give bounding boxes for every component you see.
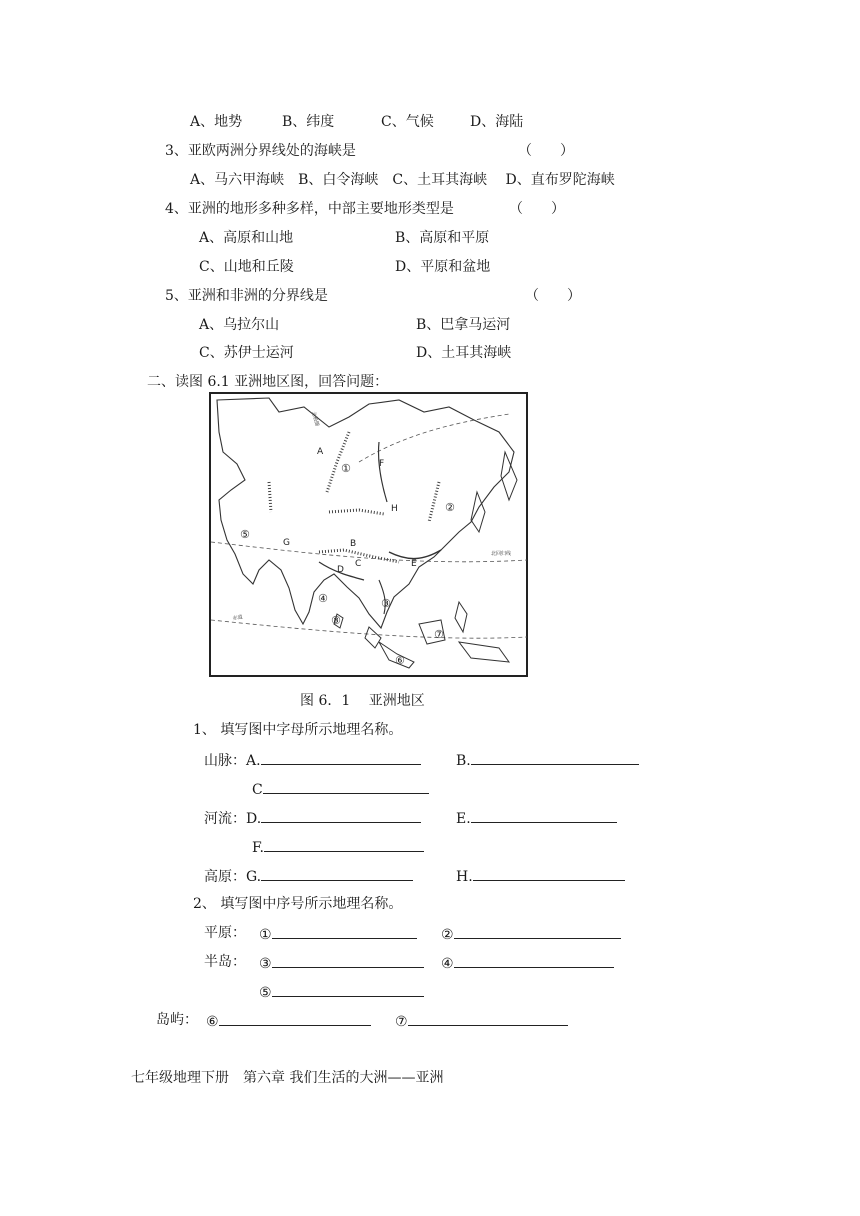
plateaus-h-row	[456, 866, 625, 886]
map-num-1: ①	[341, 462, 351, 475]
option-d: D、海陆	[470, 114, 524, 130]
question-3-stem: 3、亚欧两洲分界线处的海峡是	[165, 143, 356, 159]
blank-A[interactable]	[261, 750, 421, 765]
question-4-option-a: A、高原和山地	[199, 230, 294, 246]
plains-label: 平原：	[204, 925, 246, 941]
option-a: A、地势	[190, 114, 243, 130]
plains-2-label: ②	[441, 927, 454, 943]
peninsulas-label: 半岛：	[204, 954, 246, 970]
rivers-f-row	[252, 837, 424, 857]
plateaus-h-label: H.	[456, 869, 473, 885]
blank-E[interactable]	[471, 808, 617, 823]
question-4-option-d: D、平原和盆地	[395, 259, 491, 275]
question-3-options: A、马六甲海峡 B、白令海峡 C、土耳其海峡 D、直布罗陀海峡	[190, 172, 615, 188]
peninsula-3-row	[259, 953, 424, 973]
map-num-5: ⑤	[240, 528, 250, 541]
map-line-label-arctic: 北极圈	[310, 410, 320, 428]
peninsula-5-label: ⑤	[259, 985, 272, 1001]
map-label-H: H	[391, 504, 398, 514]
rivers-row	[204, 808, 421, 828]
blank-6[interactable]	[219, 1011, 371, 1026]
question-3-answer-bracket: （ ）	[518, 143, 574, 159]
map-frame	[210, 393, 527, 676]
peninsula-4-label: ④	[441, 956, 454, 972]
map-label-E: E	[411, 559, 417, 569]
fill-2-title: 2、 填写图中序号所示地理名称。	[193, 896, 403, 912]
map-num-7: ⑦	[434, 628, 444, 641]
island-6-label: ⑥	[206, 1014, 219, 1030]
plateaus-g-label: 高原：G.	[204, 869, 262, 885]
blank-5[interactable]	[272, 982, 424, 997]
map-num-8: ⑧	[331, 614, 341, 627]
section-2-title: 二、读图 6.1 亚洲地区图，回答问题：	[147, 374, 389, 390]
option-c: C、气候	[381, 114, 434, 130]
asia-map-figure	[209, 392, 528, 677]
island-7-row	[395, 1011, 568, 1031]
rivers-e-row	[456, 808, 617, 828]
blank-C[interactable]	[263, 779, 429, 794]
map-label-G: G	[283, 538, 290, 548]
question-5-answer-bracket: （ ）	[525, 288, 581, 304]
blank-4[interactable]	[454, 953, 614, 968]
map-label-C: C	[355, 559, 362, 569]
island-6-row	[206, 1011, 371, 1031]
blank-D[interactable]	[261, 808, 421, 823]
page-footer: 七年级地理下册 第六章 我们生活的大洲——亚洲	[131, 1070, 444, 1086]
mountains-c-row	[252, 779, 429, 799]
figure-caption: 图 6．1 亚洲地区	[300, 693, 425, 709]
island-7-label: ⑦	[395, 1014, 408, 1030]
question-4-stem: 4、亚洲的地形多种多样，中部主要地形类型是	[165, 201, 454, 217]
map-num-4: ④	[318, 592, 328, 605]
map-label-A: A	[317, 447, 324, 457]
question-5-option-d: D、土耳其海峡	[416, 345, 512, 361]
blank-1[interactable]	[272, 924, 417, 939]
blank-B[interactable]	[471, 750, 639, 765]
blank-7[interactable]	[408, 1011, 568, 1026]
map-label-D: D	[337, 565, 344, 575]
rivers-e-label: E.	[456, 811, 471, 827]
map-num-2: ②	[445, 501, 455, 514]
question-4-option-b: B、高原和平原	[395, 230, 490, 246]
question-5-option-c: C、苏伊士运河	[199, 345, 294, 361]
map-num-6: ⑥	[395, 654, 405, 667]
map-num-3: ③	[381, 597, 391, 610]
question-5-option-b: B、巴拿马运河	[416, 317, 511, 333]
map-line-label-tropic: 北回归线	[491, 551, 512, 557]
map-label-F: F	[379, 459, 385, 469]
mountains-c-label: C	[252, 782, 263, 798]
map-label-B: B	[350, 539, 357, 549]
islands-label: 岛屿：	[156, 1012, 198, 1028]
mountains-b-row	[456, 750, 639, 770]
rivers-d-label: 河流：D.	[204, 811, 262, 827]
mountains-b-label: B.	[456, 753, 471, 769]
question-5-option-a: A、乌拉尔山	[199, 317, 280, 333]
blank-2[interactable]	[454, 924, 621, 939]
plateaus-row	[204, 866, 413, 886]
plains-1-row	[259, 924, 417, 944]
option-b: B、纬度	[282, 114, 335, 130]
peninsula-3-label: ③	[259, 956, 272, 972]
blank-F[interactable]	[264, 837, 424, 852]
blank-H[interactable]	[473, 866, 625, 881]
question-4-option-c: C、山地和丘陵	[199, 259, 294, 275]
question-5-stem: 5、亚洲和非洲的分界线是	[165, 288, 328, 304]
rivers-f-label: F.	[252, 840, 264, 856]
mountains-a-label: 山脉：A.	[204, 753, 261, 769]
blank-G[interactable]	[261, 866, 413, 881]
plains-1-label: ①	[259, 927, 272, 943]
fill-1-title: 1、 填写图中字母所示地理名称。	[193, 722, 403, 738]
blank-3[interactable]	[272, 953, 424, 968]
peninsula-4-row	[441, 953, 614, 973]
question-4-answer-bracket: （ ）	[509, 201, 565, 217]
peninsula-5-row	[259, 982, 424, 1002]
mountains-row	[204, 750, 421, 770]
map-line-label-equator: 赤道	[232, 614, 244, 622]
plains-2-row	[441, 924, 621, 944]
